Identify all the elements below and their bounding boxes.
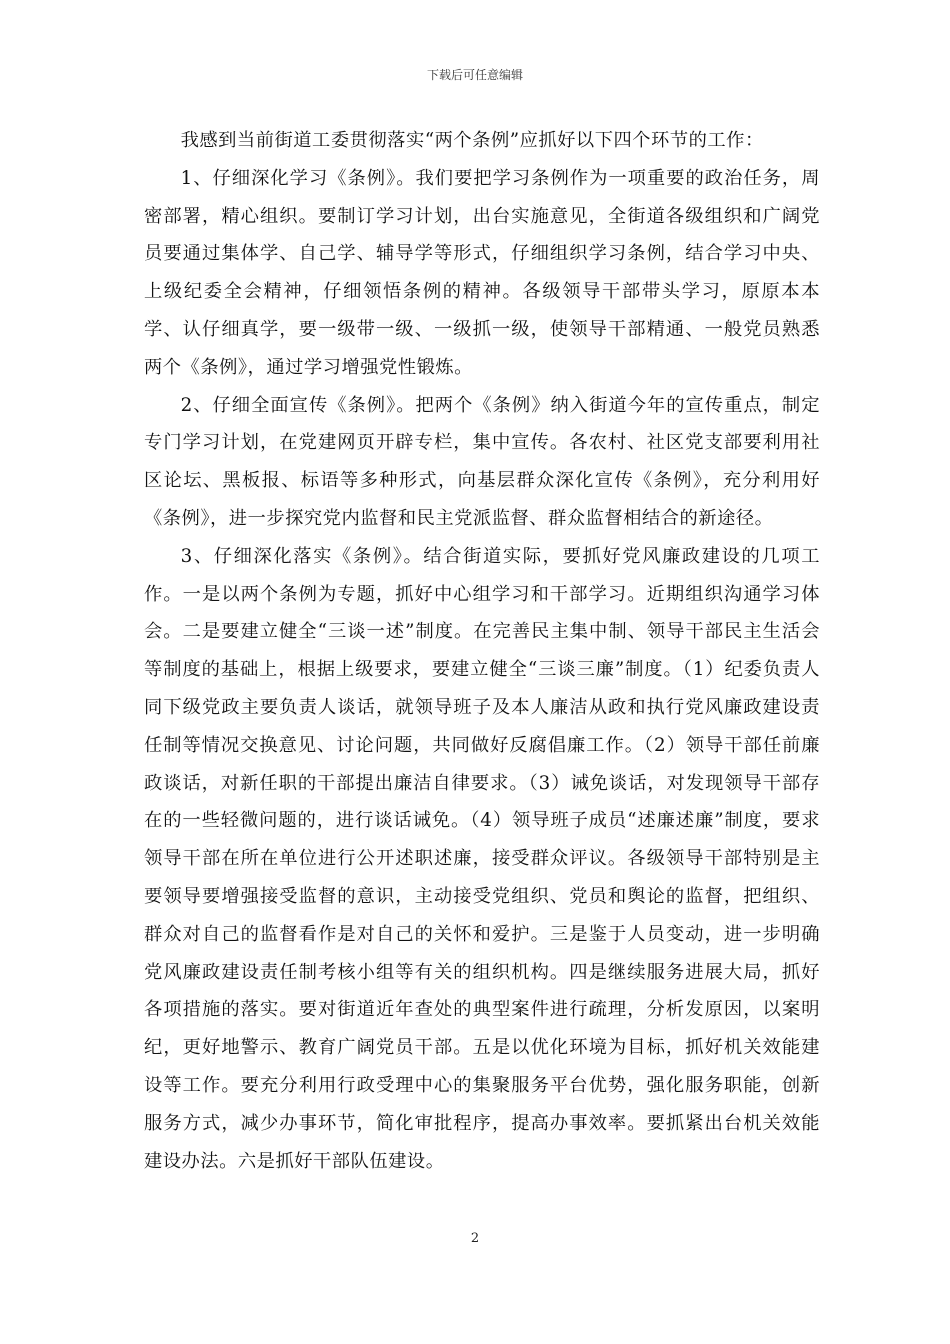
page-number: 2 <box>470 1231 480 1246</box>
paragraph-intro: 我感到当前街道工委贯彻落实“两个条例”应抓好以下四个环节的工作： <box>180 130 764 151</box>
paragraph-study: 1、仔细深化学习《条例》。我们要把学习条例作为一项重要的政治任务，周密部署，精心组织。要制订学习计划，出台实施意见，全街道各级组织和广阔党员要通过集体学、自己学、辅导学等形式，仔细组织学习条例，结合学习中央、上级纪委全会精神，仔细领悟条例的精神。各级领导干部带头学习，原原本本学、认仔细真学，要一级带一级、一级抓一级，使领导干部精通、一般党员熟悉两个《条例》，通过学习增强党性锻炼。 <box>144 167 820 378</box>
page-header: 下载后可任意编辑 <box>426 68 523 82</box>
paragraph-publicize: 2、仔细全面宣传《条例》。把两个《条例》纳入街道今年的宣传重点，制定专门学习计划，在党建网页开辟专栏，集中宣传。各农村、社区党支部要利用社区论坛、黑板报、标语等多种形式，向基层群众深化宣传《条例》，充分利用好《条例》，进一步探究党内监督和民主党派监督、群众监督相结合的新途径。 <box>144 394 820 529</box>
paragraph-implement: 3、仔细深化落实《条例》。结合街道实际，要抓好党风廉政建设的几项工作。一是以两个条例为专题，抓好中心组学习和干部学习。近期组织沟通学习体会。二是要建立健全“三谈一述”制度。在完善民主集中制、领导干部民主生活会等制度的基础上，根据上级要求，要建立健全“三谈三廉”制度。（1）纪委负责人同下级党政主要负责人谈话，就领导班子及本人廉洁从政和执行党风廉政建设责任制等情况交换意见、讨论问题，共同做好反腐倡廉工作。（2）领导干部任前廉政谈话，对新任职的干部提出廉洁自律要求。（3）诫免谈话，对发现领导干部存在的一些轻微问题的，进行谈话诫免。（4）领导班子成员“述廉述廉”制度，要求领导干部在所在单位进行公开述职述廉，接受群众评议。各级领导干部特别是主要领导要增强接受监督的意识，主动接受党组织、党员和舆论的监督，把组织、群众对自己的监督看作是对自己的关怀和爱护。三是鉴于人员变动，进一步明确党风廉政建设责任制考核小组等有关的组织机构。四是继续服务进展大局，抓好各项措施的落实。要对街道近年查处的典型案件进行疏理，分析发原因，以案明纪，更好地警示、教育广阔党员干部。五是以优化环境为目标，抓好机关效能建设等工作。要充分利用行政受理中心的集聚服务平台优势，强化服务职能，创新服务方式，减少办事环节，简化审批程序，提高办事效率。要抓紧出台机关效能建设办法。六是抓好干部队伍建设。 <box>144 545 820 1172</box>
document-body <box>144 122 820 1180</box>
